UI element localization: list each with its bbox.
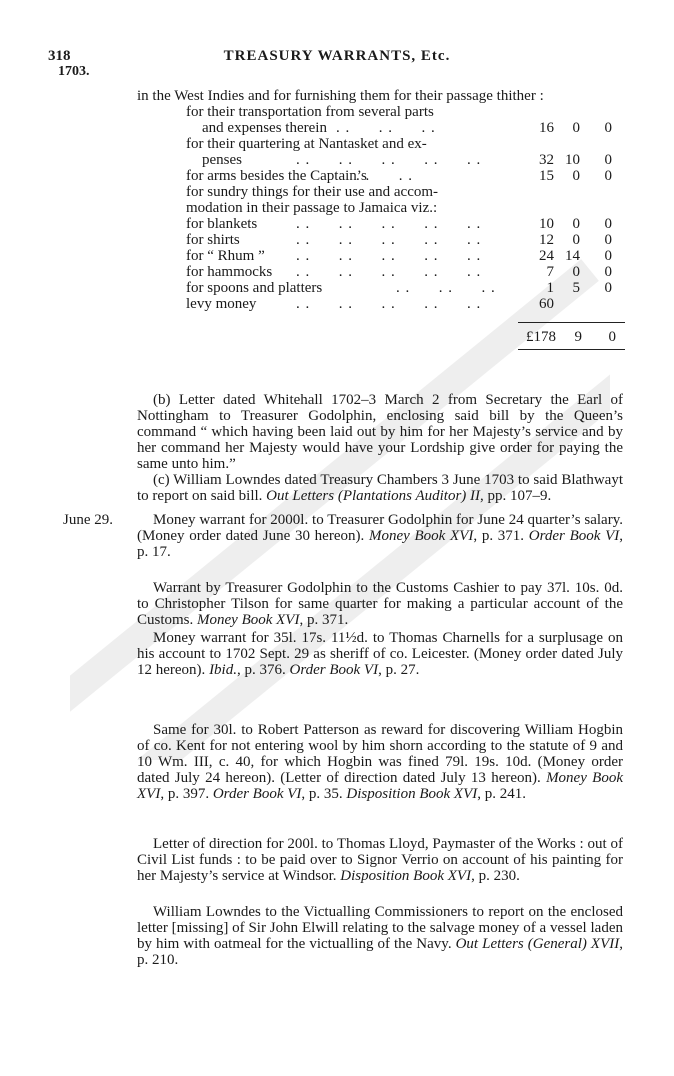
amount-shillings: 0 — [572, 168, 580, 184]
bill-line — [186, 168, 618, 184]
leader-dots: . . . . . . — [396, 280, 496, 296]
notes-block — [137, 392, 623, 504]
bill-line — [186, 184, 618, 200]
amount-shillings: 5 — [572, 280, 580, 296]
amount-pounds: 10 — [539, 216, 554, 232]
entry-3 — [137, 630, 623, 678]
bill-item-text: and expenses therein — [202, 120, 327, 136]
margin-year: 1703. — [58, 64, 90, 79]
leader-dots: . . . . . . . . . . — [296, 264, 482, 280]
page-number: 318 — [48, 48, 71, 64]
total-rule-bottom — [518, 349, 625, 350]
amount-pence: 0 — [604, 280, 612, 296]
amount-pence: 0 — [604, 216, 612, 232]
bill-item-text: for shirts — [186, 232, 240, 248]
amount-pounds: 16 — [539, 120, 554, 136]
bill-line — [186, 264, 618, 280]
bill-item-text: for arms besides the Captain’s — [186, 168, 367, 184]
bill-item-text: for their transportation from several parts — [186, 104, 434, 120]
amount-shillings: 0 — [572, 232, 580, 248]
entry-text: Letter of direction for 200l. to Thomas Lloyd, Paymaster of the Works : out of Civil List funds : to be paid over to Signor Verrio on account of his painting for her Majesty’s service at Windsor. Disposition Book XVI, p. 230. — [137, 836, 623, 884]
leader-dots: . . . . . . — [336, 120, 436, 136]
amount-pence: 0 — [604, 168, 612, 184]
entry-text: Warrant by Treasurer Godolphin to the Customs Cashier to pay 37l. 10s. 0d. to Christopher Tilson for same quarter for making a particular account of the Customs. Money Book XVI, p. 371. — [137, 580, 623, 628]
bill-item-text: penses — [202, 152, 242, 168]
entry-text: Same for 30l. to Robert Patterson as reward for discovering William Hogbin of co. Kent for not entering wool by him shorn according to the statute of 9 and 10 Wm. III, c. 40, for which Hogbin was fined 79l. 19s. 10d. (Money order dated July 24 hereon). (Letter of direction dated July 13 hereon). Money Book XVI, p. 397. Order Book VI, p. 35. Disposition Book XVI, p. 241. — [137, 722, 623, 802]
amount-pence: 0 — [604, 248, 612, 264]
amount-shillings: 0 — [572, 264, 580, 280]
bill-item-text: for blankets — [186, 216, 258, 232]
entry-text: Money warrant for 35l. 17s. 11½d. to Thomas Charnells for a surplusage on his account to 1702 Sept. 29 as sheriff of co. Leicester. (Money order dated July 12 hereon). Ibid., p. 376. Order Book VI, p. 27. — [137, 630, 623, 678]
bill-line — [186, 104, 618, 120]
amount-pounds: 15 — [539, 168, 554, 184]
entry-text: William Lowndes to the Victualling Commissioners to report on the enclosed letter [missing] of Sir John Elwill relating to the salvage money of a vessel laden by him with oatmeal for the victualling of the Navy. Out Letters (General) XVII, p. 210. — [137, 904, 623, 968]
leader-dots: . . . . . . . . . . — [296, 216, 482, 232]
amount-shillings: 14 — [565, 248, 580, 264]
bill-line — [186, 120, 618, 136]
total-pence: 0 — [608, 329, 616, 345]
amount-pounds: 24 — [539, 248, 554, 264]
total-pounds: £178 — [526, 329, 556, 345]
bill-table — [186, 104, 618, 312]
leader-dots: . . . . . . . . . . — [296, 232, 482, 248]
entry-4 — [137, 722, 623, 802]
entry-6 — [137, 904, 623, 968]
amount-pence: 0 — [604, 232, 612, 248]
bill-line — [186, 216, 618, 232]
bill-item-text: modation in their passage to Jamaica viz.: — [186, 200, 438, 216]
leader-dots: . . . . . . . . . . — [296, 152, 482, 168]
bill-item-text: for sundry things for their use and accom- — [186, 184, 439, 200]
total-shillings: 9 — [574, 329, 582, 345]
note-b: (b) Letter dated Whitehall 1702–3 March 2 from Secretary the Earl of Nottingham to Treasurer Godolphin, enclosing said bill by the Queen’s command “ which having been laid out by him for her Majesty’s service and by her command her Majesty would have your Lordship give order for paying the same unto him.” — [137, 392, 623, 472]
bill-item-text: for “ Rhum ” — [186, 248, 265, 264]
bill-line — [186, 296, 618, 312]
entry-5 — [137, 836, 623, 884]
bill-item-text: for hammocks — [186, 264, 273, 280]
amount-pounds: 7 — [546, 264, 554, 280]
bill-intro: in the West Indies and for furnishing them for their passage thither : — [137, 88, 544, 104]
amount-pence: 0 — [604, 120, 612, 136]
bill-line — [186, 200, 618, 216]
amount-pounds: 1 — [546, 280, 554, 296]
bill-line — [186, 280, 618, 296]
amount-pounds: 32 — [539, 152, 554, 168]
bill-item-text: levy money — [186, 296, 257, 312]
leader-dots: . . . . . . . . . . — [296, 248, 482, 264]
leader-dots: . . . . — [356, 168, 413, 184]
bill-item-text: for their quartering at Nantasket and ex- — [186, 136, 427, 152]
entry-2 — [137, 580, 623, 628]
amount-pence: 0 — [604, 264, 612, 280]
amount-shillings: 0 — [572, 216, 580, 232]
note-c: (c) William Lowndes dated Treasury Chambers 3 June 1703 to said Blathwayt to report on said bill. Out Letters (Plantations Auditor) II, pp. 107–9. — [137, 472, 623, 504]
bill-item-text: for spoons and platters — [186, 280, 323, 296]
bill-line — [186, 152, 618, 168]
leader-dots: . . . . . . . . . . — [296, 296, 482, 312]
amount-pounds: 60 — [539, 296, 554, 312]
bill-total — [524, 329, 624, 345]
total-rule-top — [518, 322, 625, 323]
entry-1 — [137, 512, 623, 560]
entry-text: Money warrant for 2000l. to Treasurer Godolphin for June 24 quarter’s salary. (Money order dated June 30 hereon). Money Book XVI, p. 371. Order Book VI, p. 17. — [137, 512, 624, 560]
amount-shillings: 0 — [572, 120, 580, 136]
bill-line — [186, 136, 618, 152]
running-title: TREASURY WARRANTS, Etc. — [223, 48, 451, 64]
page-header — [0, 48, 674, 84]
amount-pounds: 12 — [539, 232, 554, 248]
entry-date: June 29. — [63, 512, 113, 528]
bill-line — [186, 248, 618, 264]
amount-pence: 0 — [604, 152, 612, 168]
bill-line — [186, 232, 618, 248]
amount-shillings: 10 — [565, 152, 580, 168]
